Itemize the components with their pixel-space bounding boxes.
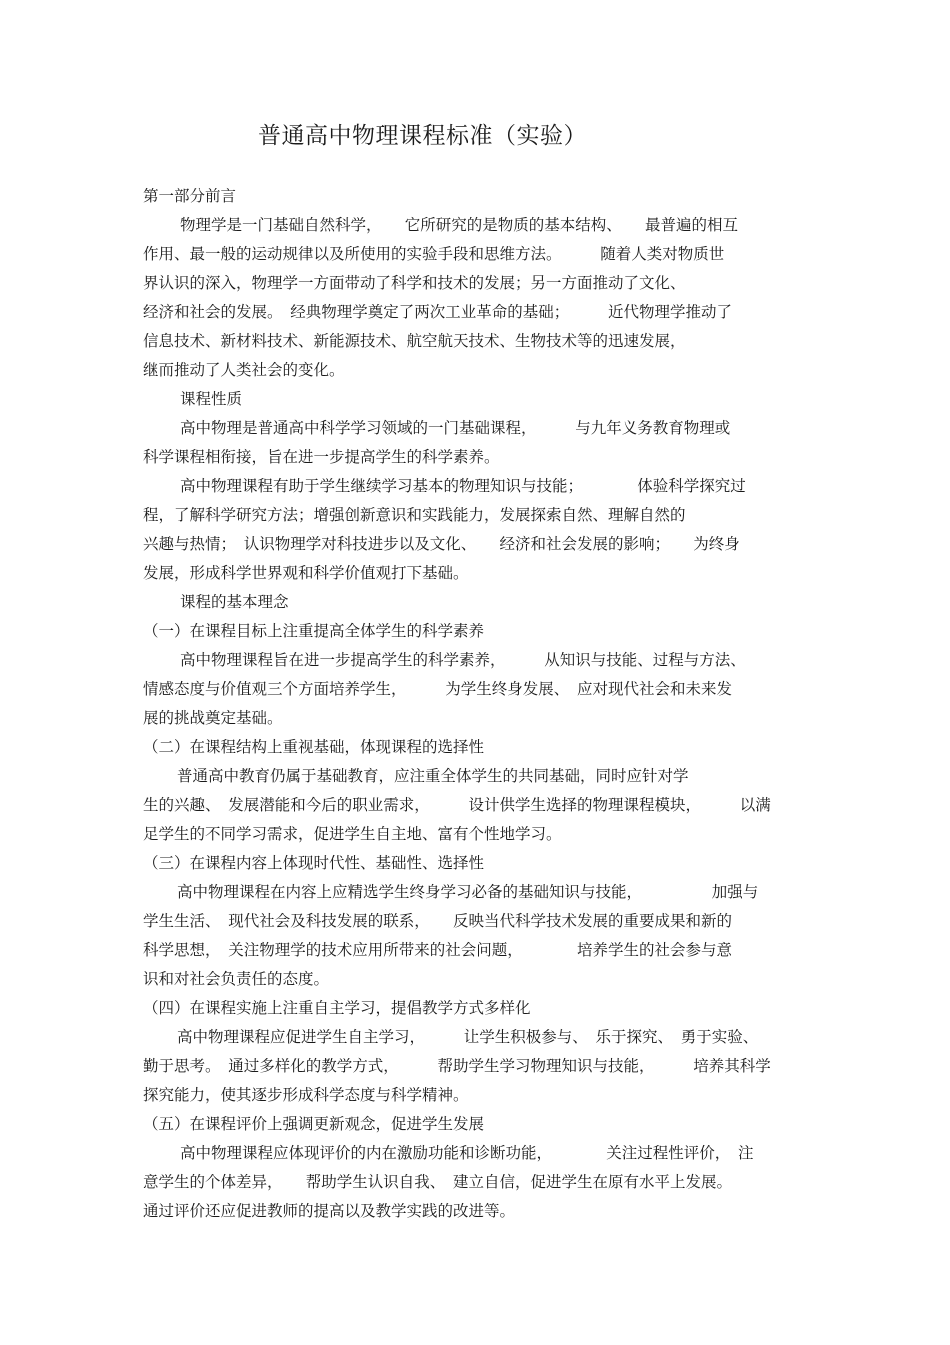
paragraph-line: 信息技术、新材料技术、新能源技术、航空航天技术、生物技术等的迅速发展， <box>143 332 686 350</box>
paragraph-line: 高中物理是普通高中科学学习领域的一门基础课程， 与九年义务教育物理或 <box>180 419 731 437</box>
paragraph-line: 科学思想， 关注物理学的技术应用所带来的社会问题， 培养学生的社会参与意 <box>143 941 733 959</box>
paragraph-line: 物理学是一门基础自然科学， 它所研究的是物质的基本结构、 最普遍的相互 <box>180 216 739 234</box>
paragraph-line: 学生生活、 现代社会及科技发展的联系， 反映当代科学技术发展的重要成果和新的 <box>143 912 733 930</box>
paragraph-line: 情感态度与价值观三个方面培养学生， 为学生终身发展、 应对现代社会和未来发 <box>143 680 733 698</box>
item-heading: （三）在课程内容上体现时代性、基础性、选择性 <box>143 854 485 872</box>
paragraph-line: 高中物理课程旨在进一步提高学生的科学素养， 从知识与技能、过程与方法、 <box>180 651 746 669</box>
paragraph-line: 普通高中教育仍属于基础教育，应注重全体学生的共同基础，同时应针对学 <box>177 767 689 785</box>
subsection-heading: 课程的基本理念 <box>180 593 289 611</box>
paragraph-line: 程，了解科学研究方法；增强创新意识和实践能力，发展探索自然、理解自然的 <box>143 506 686 524</box>
paragraph-line: 高中物理课程应体现评价的内在激励功能和诊断功能， 关注过程性评价， 注 <box>180 1144 754 1162</box>
item-heading: （二）在课程结构上重视基础，体现课程的选择性 <box>143 738 485 756</box>
paragraph-line: 高中物理课程在内容上应精选学生终身学习必备的基础知识与技能， 加强与 <box>177 883 759 901</box>
paragraph-line: 作用、最一般的运动规律以及所使用的实验手段和思维方法。 随着人类对物质世 <box>143 245 725 263</box>
item-heading: （一）在课程目标上注重提高全体学生的科学素养 <box>143 622 485 640</box>
paragraph-line: 勤于思考。 通过多样化的教学方式， 帮助学生学习物理知识与技能， 培养其科学 <box>143 1057 771 1075</box>
paragraph-line: 发展，形成科学世界观和科学价值观打下基础。 <box>143 564 469 582</box>
paragraph-line: 继而推动了人类社会的变化。 <box>143 361 345 379</box>
section-heading: 第一部分前言 <box>143 187 237 205</box>
paragraph-line: 经济和社会的发展。 经典物理学奠定了两次工业革命的基础； 近代物理学推动了 <box>143 303 733 321</box>
paragraph-line: 识和对社会负责任的态度。 <box>143 970 330 988</box>
paragraph-line: 高中物理课程应促进学生自主学习， 让学生积极参与、 乐于探究、 勇于实验、 <box>177 1028 759 1046</box>
paragraph-line: 探究能力，使其逐步形成科学态度与科学精神。 <box>143 1086 469 1104</box>
paragraph-line: 高中物理课程有助于学生继续学习基本的物理知识与技能； 体验科学探究过 <box>180 477 746 495</box>
paragraph-line: 兴趣与热情； 认识物理学对科技进步以及文化、 经济和社会发展的影响； 为终身 <box>143 535 740 553</box>
item-heading: （五）在课程评价上强调更新观念，促进学生发展 <box>143 1115 485 1133</box>
subsection-heading: 课程性质 <box>180 390 243 408</box>
document-title: 普通高中物理课程标准（实验） <box>258 123 587 149</box>
paragraph-line: 生的兴趣、 发展潜能和今后的职业需求， 设计供学生选择的物理课程模块， 以满 <box>143 796 771 814</box>
paragraph-line: 足学生的不同学习需求，促进学生自主地、富有个性地学习。 <box>143 825 562 843</box>
paragraph-line: 展的挑战奠定基础。 <box>143 709 283 727</box>
paragraph-line: 科学课程相衔接，旨在进一步提高学生的科学素养。 <box>143 448 500 466</box>
paragraph-line: 界认识的深入，物理学一方面带动了科学和技术的发展；另一方面推动了文化、 <box>143 274 686 292</box>
paragraph-line: 通过评价还应促进教师的提高以及教学实践的改进等。 <box>143 1202 516 1220</box>
item-heading: （四）在课程实施上注重自主学习，提倡教学方式多样化 <box>143 999 531 1017</box>
paragraph-line: 意学生的个体差异， 帮助学生认识自我、 建立自信，促进学生在原有水平上发展。 <box>143 1173 733 1191</box>
